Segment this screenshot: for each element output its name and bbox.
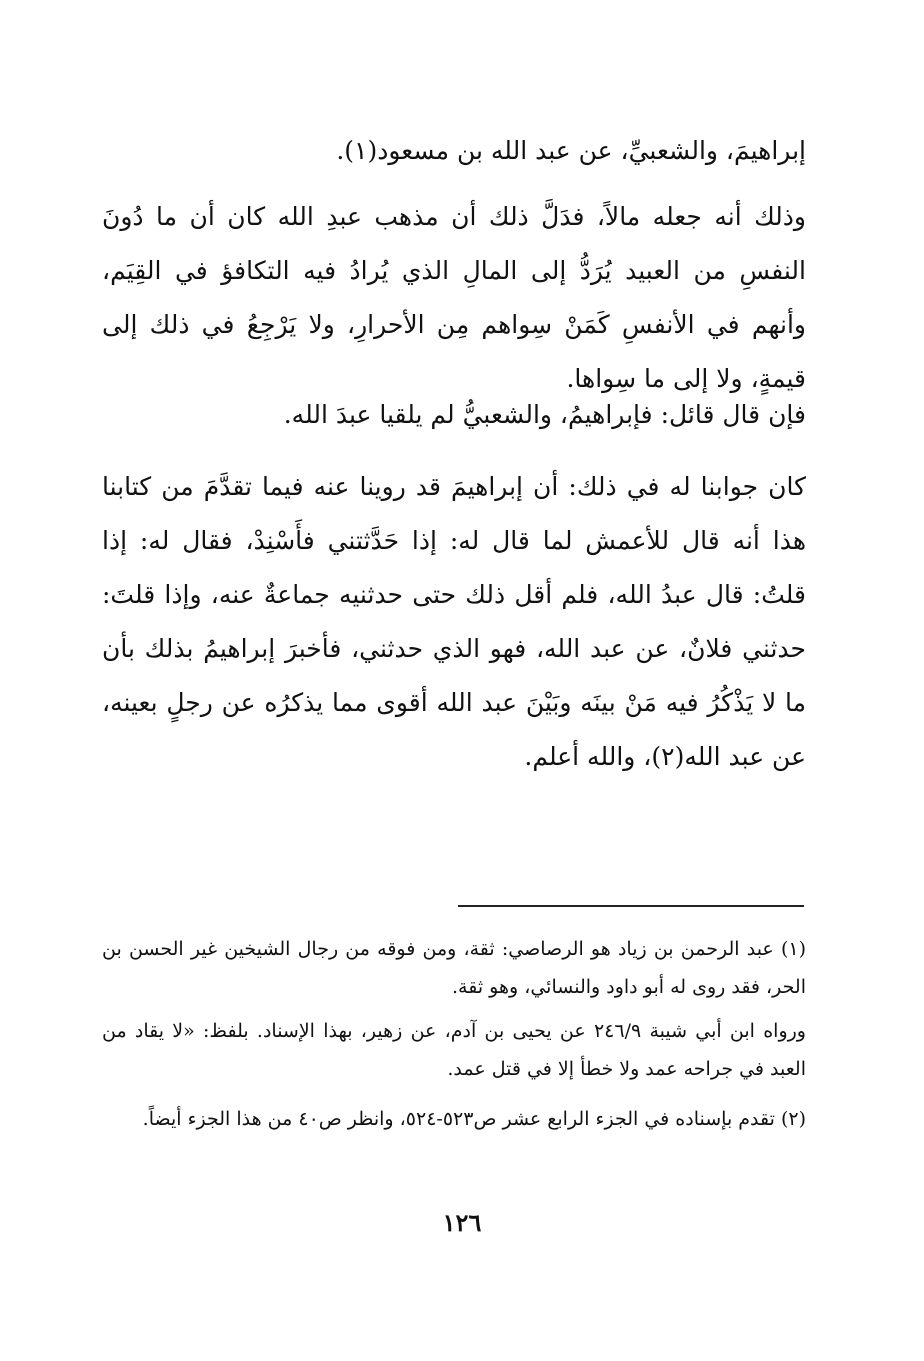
page-number: ١٢٦ <box>442 1208 482 1237</box>
paragraph-2: وذلك أنه جعله مالاً، فدَلَّ ذلك أن مذهب عبدِ الله كان أن ما دُونَ النفسِ من العبيد يُرَدُّ إلى المالِ الذي يُرادُ فيه التكافؤ في القِيَم، وأنهم في الأنفسِ كَمَنْ سِواهم مِن الأحرارِ، ولا يَرْجِعُ في ذلك إلى قيمةٍ، ولا إلى ما سِواها. <box>102 202 806 393</box>
paragraph-4: كان جوابنا له في ذلك: أن إبراهيمَ قد روينا عنه فيما تقدَّمَ من كتابنا هذا أنه قال للأعمش لما قال له: إذا حَدَّثتني فأَسْنِدْ، فقال له: إذا قلتُ: قال عبدُ الله، فلم أقل ذلك حتى حدثنيه جماعةٌ عنه، وإذا قلتَ: حدثني فلانٌ، عن عبد الله، فهو الذي حدثني، فأخبرَ إبراهيمُ بذلك بأن ما لا يَذْكُرُ فيه مَنْ بينَه وبَيْنَ عبد الله أقوى مما يذكرُه عن رجلٍ بعينه، عن عبد الله(٢)، والله أعلم. <box>102 472 807 771</box>
footnote-1: (١) عبد الرحمن بن زياد هو الرصاصي: ثقة، ومن فوقه من رجال الشيخين غير الحسن بن الحر، فقد روى له أبو داود والنسائي، وهو ثقة. <box>102 938 806 998</box>
paragraph-3: فإن قال قائل: فإبراهيمُ، والشعبيُّ لم يلقيا عبدَ الله. <box>283 400 806 429</box>
footnote-divider <box>458 905 804 907</box>
paragraph-1: إبراهيمَ، والشعبيِّ، عن عبد الله بن مسعود(١). <box>336 136 806 165</box>
footnote-1-continued: ورواه ابن أبي شيبة ٢٤٦/٩ عن يحيى بن آدم، عن زهير، بهذا الإسناد. بلفظ: «لا يقاد من العبد في جراحه عمد ولا خطأ إلا في قتل عمد. <box>102 1020 806 1080</box>
footnote-2: (٢) تقدم بإسناده في الجزء الرابع عشر ص٥٢٣-٥٢٤، وانظر ص٤٠ من هذا الجزء أيضاً. <box>142 1108 806 1130</box>
